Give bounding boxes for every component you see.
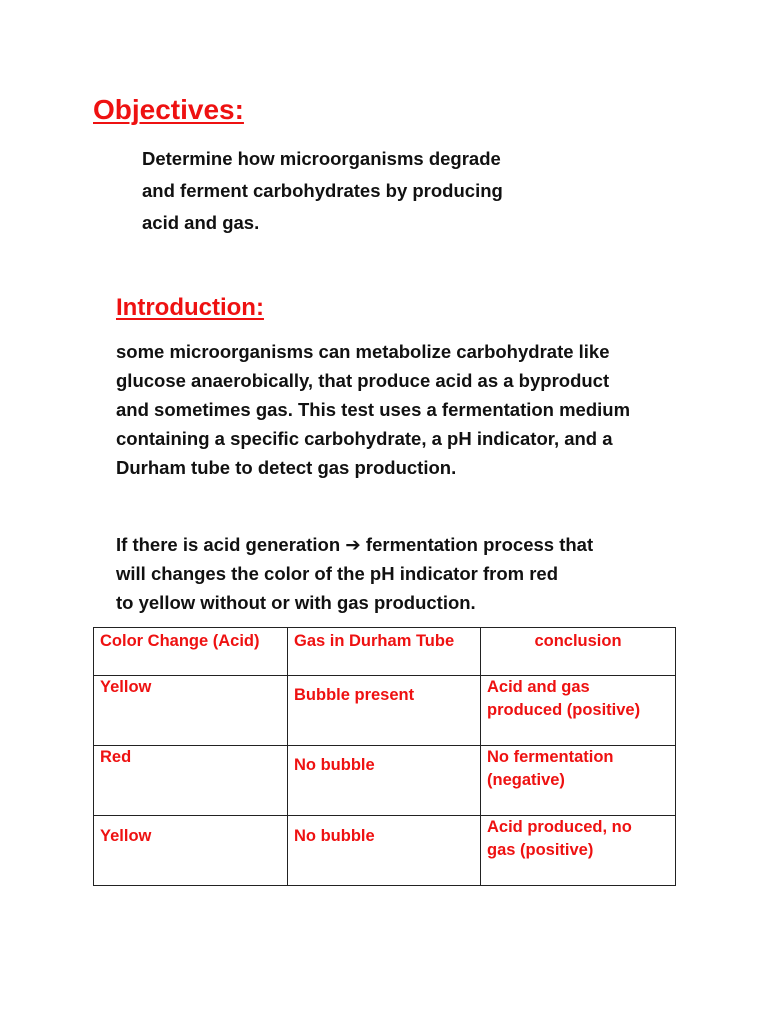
results-table [93, 627, 676, 886]
gas-cell [288, 816, 481, 886]
conclusion-line: Acid produced, no [487, 818, 632, 836]
objectives-line: acid and gas. [142, 212, 260, 233]
color-cell [94, 816, 288, 886]
acid-generation-line: will changes the color of the pH indicator from red [116, 563, 558, 584]
introduction-line: and sometimes gas. This test uses a fermentation medium [116, 399, 631, 420]
gas-cell [288, 746, 481, 816]
color-value: Yellow [100, 827, 152, 845]
gas-cell [288, 676, 481, 746]
color-value: Red [100, 748, 132, 766]
objectives-line: and ferment carbohydrates by producing [142, 180, 503, 201]
introduction-line: glucose anaerobically, that produce acid as a byproduct [116, 370, 610, 391]
conclusion-line: Acid and gas [487, 678, 590, 696]
objectives-line: Determine how microorganisms degrade [142, 148, 501, 169]
conclusion-line: No fermentation [487, 748, 614, 766]
header-gas: Gas in Durham Tube [288, 628, 481, 676]
introduction-line: Durham tube to detect gas production. [116, 457, 457, 478]
conclusion-line: (negative) [487, 771, 565, 789]
gas-value: Bubble present [294, 686, 415, 704]
conclusion-line: gas (positive) [487, 841, 594, 859]
acid-generation-line [116, 530, 593, 559]
right-arrow-icon: ➔ [345, 534, 361, 555]
acid-generation-line: to yellow without or with gas production. [116, 592, 476, 613]
objectives-text [142, 143, 503, 239]
gas-value: No bubble [294, 756, 375, 774]
objectives-heading: Objectives: [93, 94, 244, 125]
introduction-heading: Introduction: [116, 294, 264, 321]
color-value: Yellow [100, 678, 152, 696]
table-header-row [94, 628, 676, 676]
color-cell [94, 746, 288, 816]
conclusion-line: produced (positive) [487, 701, 641, 719]
introduction-line: containing a specific carbohydrate, a pH indicator, and a [116, 428, 613, 449]
table-row [94, 676, 676, 746]
table-row [94, 746, 676, 816]
color-cell [94, 676, 288, 746]
acid-generation-tail: fermentation process that [360, 534, 594, 555]
header-conclusion: conclusion [481, 628, 676, 676]
conclusion-cell [481, 676, 676, 746]
conclusion-cell [481, 746, 676, 816]
acid-generation-text [116, 530, 593, 617]
introduction-line: some microorganisms can metabolize carbohydrate like [116, 341, 610, 362]
table-row [94, 816, 676, 886]
conclusion-cell [481, 816, 676, 886]
gas-value: No bubble [294, 827, 375, 845]
acid-generation-lead: If there is acid generation [116, 534, 341, 555]
header-color-change: Color Change (Acid) [94, 628, 288, 676]
introduction-text [116, 337, 630, 482]
